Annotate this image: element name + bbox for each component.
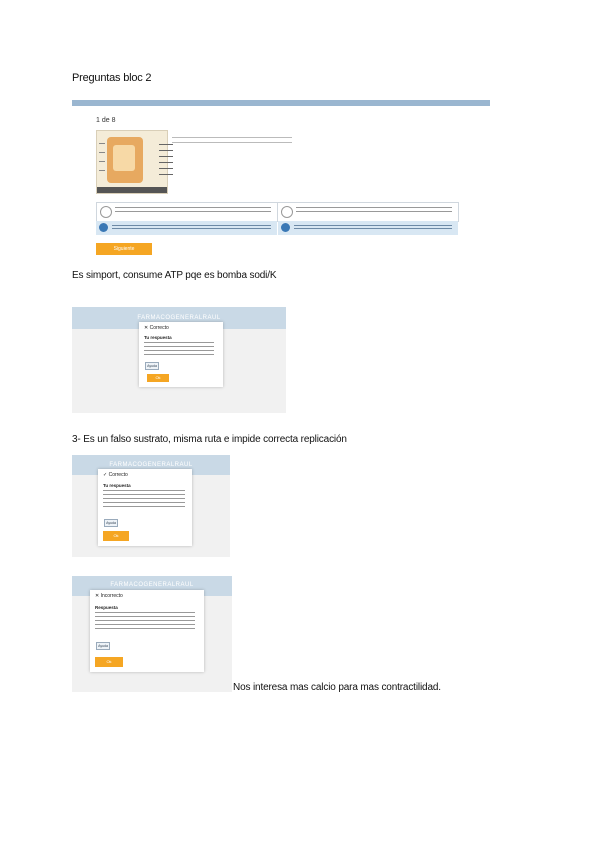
figure-caption-bar: [97, 187, 167, 193]
cell-inner-illustration: [113, 145, 135, 171]
answer-note-1: Es simport, consume ATP pqe es bomba sodi/K: [72, 270, 277, 281]
radio-icon[interactable]: [281, 206, 293, 218]
help-chip[interactable]: Ayuda: [96, 642, 110, 650]
help-chip[interactable]: Ayuda: [145, 362, 159, 370]
figure-labels: [99, 143, 105, 179]
dialog-label: Respuesta: [95, 605, 118, 610]
result-dialog: [98, 469, 192, 546]
app-title: FARMACOGENERALRAUL: [110, 582, 194, 588]
secondary-figure: [159, 144, 173, 178]
result-dialog-screenshot-1: [72, 307, 286, 413]
document-title: Preguntas bloc 2: [72, 72, 152, 84]
answer-feedback: [96, 221, 277, 235]
ok-button[interactable]: Ok: [103, 531, 129, 541]
dialog-label: Tu respuesta: [103, 483, 131, 488]
ok-button[interactable]: Ok: [95, 657, 123, 667]
dialog-text: [144, 342, 214, 356]
app-title: FARMACOGENERALRAUL: [109, 462, 193, 468]
dialog-text: [95, 612, 195, 632]
answer-feedback: [278, 221, 458, 235]
app-title: FARMACOGENERALRAUL: [137, 315, 221, 321]
question-text: [172, 137, 292, 147]
help-chip[interactable]: Ayuda: [104, 519, 118, 527]
dialog-title: ✕ Correcto: [144, 325, 169, 331]
ok-button[interactable]: Ok: [147, 374, 169, 382]
question-figure: [96, 130, 168, 194]
answer-note-3: Nos interesa mas calcio para mas contractilidad.: [233, 682, 441, 693]
quiz-question-screenshot: [72, 100, 490, 260]
answer-option[interactable]: [96, 202, 278, 222]
dialog-label: Tu respuesta: [144, 335, 172, 340]
answer-option[interactable]: [277, 202, 459, 222]
radio-icon[interactable]: [100, 206, 112, 218]
dialog-title: ✓ Correcto: [103, 472, 128, 478]
result-dialog: [139, 322, 223, 387]
info-icon: [99, 223, 108, 232]
progress-bar: [72, 100, 490, 106]
dialog-title: ✕ Incorrecto: [95, 593, 123, 599]
answer-note-2: 3- Es un falso sustrato, misma ruta e impide correcta replicación: [72, 434, 347, 445]
result-dialog-screenshot-3: [72, 576, 232, 692]
next-button[interactable]: Siguiente: [96, 243, 152, 255]
dialog-text: [103, 490, 185, 508]
question-number: 1 de 8: [96, 117, 116, 124]
result-dialog-screenshot-2: [72, 455, 230, 557]
info-icon: [281, 223, 290, 232]
result-dialog: [90, 590, 204, 672]
